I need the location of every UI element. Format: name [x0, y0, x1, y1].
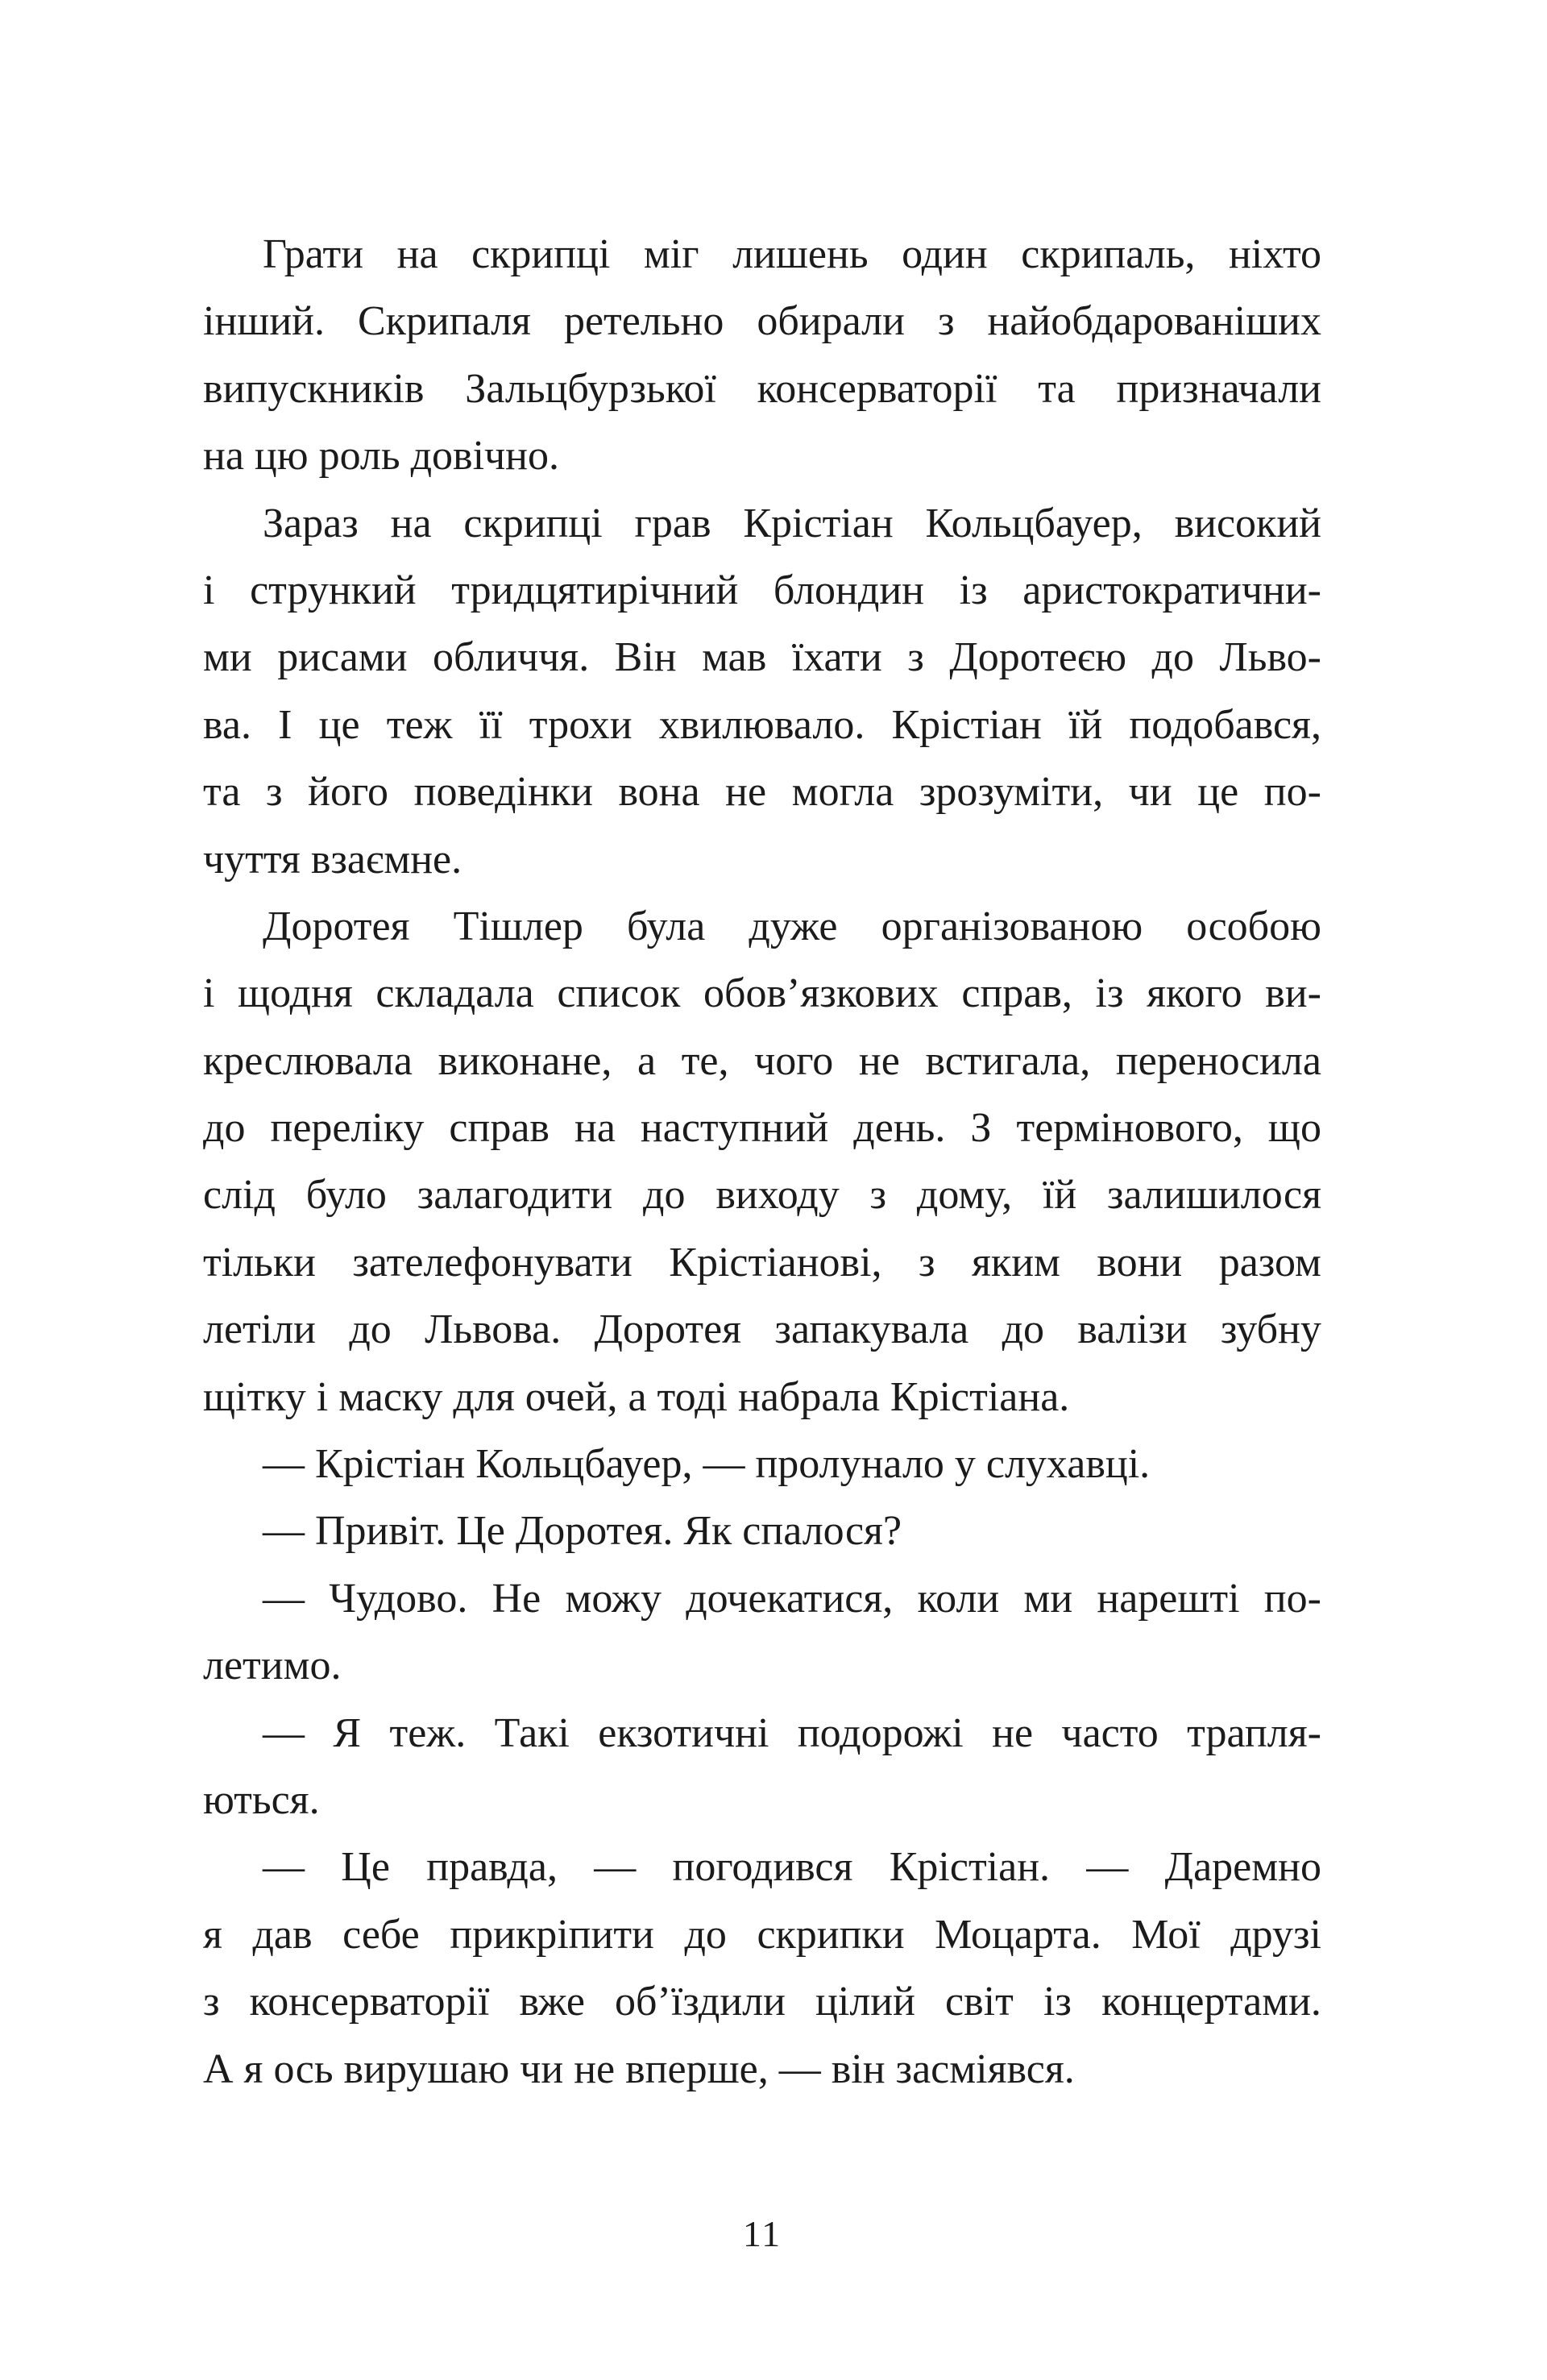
word: трапля- [1187, 1709, 1321, 1756]
paragraph [203, 1431, 1321, 1497]
word: призначали [1116, 365, 1321, 412]
word: встигала, [925, 1037, 1091, 1084]
word: це [1197, 769, 1239, 816]
word: грав [634, 500, 711, 546]
word: стрункий [250, 567, 417, 613]
word: теж. [389, 1709, 467, 1756]
text-line: чуття взаємне. [203, 836, 462, 883]
text-line: щітку і маску для очей, а тоді набрала Крістіана. [203, 1373, 1070, 1420]
text-line: — Привіт. Це Доротея. Як спалося? [263, 1508, 902, 1555]
word: Це [341, 1844, 390, 1891]
word: по- [1263, 769, 1321, 816]
word: поведінки [413, 769, 593, 816]
word: справ, [961, 970, 1072, 1017]
word: вони [1097, 1239, 1183, 1286]
word: я [203, 1911, 222, 1958]
word: з [907, 634, 924, 681]
word: друзі [1230, 1911, 1321, 1958]
word: вже [519, 1979, 585, 2025]
paragraph [203, 893, 1321, 1431]
word: їй [1042, 1172, 1077, 1219]
word: обов’язкових [703, 970, 939, 1017]
word: аристократични- [1022, 567, 1321, 613]
word: з [203, 1979, 220, 2025]
word: цілий [815, 1979, 915, 2025]
word: консерваторії [249, 1979, 490, 2025]
word: термінового, [1016, 1105, 1243, 1152]
text-line [203, 1296, 1321, 1363]
text-line: летимо. [203, 1643, 342, 1689]
word: — [263, 1575, 305, 1622]
word: коли [917, 1575, 1000, 1622]
word: Доротея [263, 903, 410, 949]
word: та [1038, 365, 1076, 412]
word: зрозуміти, [919, 769, 1104, 816]
word: день. [853, 1105, 946, 1152]
word: подобався, [1129, 701, 1321, 748]
word: з [919, 1239, 935, 1286]
word: чи [1128, 769, 1172, 816]
text-line [203, 960, 1321, 1027]
word: — [263, 1844, 305, 1891]
word: інший. [203, 298, 325, 345]
word: Крістіанові, [669, 1239, 882, 1286]
word: виходу [715, 1172, 840, 1219]
word: переносила [1115, 1037, 1321, 1084]
word: Кольцбауер, [925, 500, 1143, 546]
word: тільки [203, 1239, 316, 1286]
word: щодня [238, 970, 353, 1017]
paragraph [203, 1834, 1321, 2103]
word: Такі [494, 1709, 570, 1756]
word: на [396, 231, 438, 277]
text-line: — Крістіан Кольцбауер, — пролунало у слухавці. [263, 1441, 1151, 1488]
word: мав [702, 634, 767, 681]
text-line [203, 1968, 1321, 2035]
word: організованою [881, 903, 1143, 949]
word: ретельно [563, 298, 724, 345]
word: ми [203, 634, 252, 681]
page-text [203, 221, 1321, 2103]
word: до [1151, 634, 1195, 681]
text-line [203, 692, 1321, 758]
word: Зараз [263, 500, 359, 546]
word: Чудово. [329, 1575, 468, 1622]
word: теж [386, 701, 453, 748]
paragraph [203, 490, 1321, 893]
word: екзотичні [598, 1709, 769, 1756]
word: на [390, 500, 432, 546]
word: і [203, 970, 215, 1017]
word: креслювала [203, 1037, 413, 1084]
word: з [266, 769, 283, 816]
word: можу [565, 1575, 662, 1622]
word: — [1086, 1844, 1129, 1891]
word: скрипці [463, 500, 603, 546]
word: з [869, 1172, 887, 1219]
word: трохи [529, 701, 632, 748]
paragraph [203, 221, 1321, 490]
word: Зальцбурзької [465, 365, 716, 412]
word: разом [1218, 1239, 1321, 1286]
word: один [902, 231, 988, 277]
word: до [1002, 1306, 1045, 1353]
word: погодився [672, 1844, 853, 1891]
page-number: 11 [742, 2213, 782, 2254]
word: Тішлер [453, 903, 583, 949]
word: зубну [1220, 1306, 1321, 1353]
text-line [203, 288, 1321, 355]
text-line [203, 1094, 1321, 1161]
paragraph [203, 1700, 1321, 1834]
word: дав [252, 1911, 313, 1958]
word: Не [491, 1575, 541, 1622]
word: а [637, 1037, 657, 1084]
word: тридцятирічний [451, 567, 739, 613]
word: не [858, 1037, 900, 1084]
word: до [349, 1306, 392, 1353]
text-line [203, 758, 1321, 825]
word: до [684, 1911, 727, 1958]
paragraph [203, 1565, 1321, 1700]
text-line [203, 1901, 1321, 1968]
word: І [278, 701, 292, 748]
word: Він [614, 634, 677, 681]
paragraph [203, 1497, 1321, 1564]
word: валізи [1077, 1306, 1188, 1353]
word: випускників [203, 365, 425, 412]
word: Крістіан. [889, 1844, 1051, 1891]
text-line [203, 1229, 1321, 1296]
word: із [959, 567, 988, 613]
word: скрипки [757, 1911, 905, 1958]
word: Моцарта. [935, 1911, 1101, 1958]
word: те, [681, 1037, 729, 1084]
word: чого [754, 1037, 834, 1084]
text-line [203, 624, 1321, 691]
word: блондин [773, 567, 924, 613]
word: найобдарованіших [987, 298, 1321, 345]
word: Доротея [594, 1306, 742, 1353]
word: Мої [1131, 1911, 1201, 1958]
word: хвилювало. [658, 701, 865, 748]
word: високий [1174, 500, 1321, 546]
word: складала [375, 970, 534, 1017]
word: на [574, 1105, 616, 1152]
word: скрипаль, [1021, 231, 1196, 277]
text-line [203, 893, 1321, 960]
word: якого [1147, 970, 1242, 1017]
word: правда, [426, 1844, 558, 1891]
word: Грати [263, 231, 364, 277]
word: та [203, 769, 241, 816]
word: нарешті [1097, 1575, 1240, 1622]
word: до [643, 1172, 686, 1219]
word: переліку [270, 1105, 425, 1152]
word: світ [945, 1979, 1014, 2025]
word: список [557, 970, 681, 1017]
word: Я [333, 1709, 362, 1756]
text-line [203, 1565, 1321, 1632]
word: її [479, 701, 503, 748]
word: лишень [732, 231, 869, 277]
word: дочекатися, [686, 1575, 894, 1622]
word: себе [342, 1911, 420, 1958]
word: і [203, 567, 215, 613]
word: могла [791, 769, 894, 816]
word: не [992, 1709, 1034, 1756]
word: часто [1061, 1709, 1159, 1756]
text-line: А я ось вирушаю чи не вперше, — він засміявся. [203, 2046, 1075, 2092]
word: була [627, 903, 706, 949]
text-line [203, 1161, 1321, 1228]
word: ми [1023, 1575, 1073, 1622]
word: особою [1186, 903, 1321, 949]
word: слід [203, 1172, 276, 1219]
text-line [203, 1834, 1321, 1900]
word: їхати [791, 634, 882, 681]
word: подорожі [797, 1709, 964, 1756]
text-line [203, 490, 1321, 557]
text-line: ються. [203, 1776, 320, 1823]
word: до [203, 1105, 246, 1152]
word: прикріпити [450, 1911, 654, 1958]
word: із [1095, 970, 1124, 1017]
word: Льво- [1219, 634, 1321, 681]
text-line: на цю роль довічно. [203, 433, 559, 480]
word: ва. [203, 701, 251, 748]
text-line [203, 557, 1321, 624]
word: запакувала [774, 1306, 969, 1353]
word: Доротеєю [949, 634, 1127, 681]
text-line [203, 1028, 1321, 1094]
word: міг [643, 231, 699, 277]
word: його [308, 769, 389, 816]
word: Крістіан [891, 701, 1042, 748]
word: — [594, 1844, 637, 1891]
word: консерваторії [757, 365, 997, 412]
word: не [725, 769, 767, 816]
word: з [937, 298, 955, 345]
word: летіли [203, 1306, 316, 1353]
word: — [263, 1709, 305, 1756]
word: по- [1263, 1575, 1321, 1622]
word: об’їздили [615, 1979, 786, 2025]
word: що [1267, 1105, 1321, 1152]
word: скрипці [471, 231, 611, 277]
text-line [203, 221, 1321, 288]
word: ніхто [1228, 231, 1321, 277]
word: обирали [757, 298, 905, 345]
word: їй [1068, 701, 1103, 748]
word: Крістіан [743, 500, 894, 546]
word: ви- [1265, 970, 1321, 1017]
word: це [318, 701, 360, 748]
word: рисами [277, 634, 408, 681]
word: З [970, 1105, 992, 1152]
word: справ [449, 1105, 550, 1152]
word: наступний [640, 1105, 829, 1152]
word: залагодити [417, 1172, 613, 1219]
word: вона [618, 769, 700, 816]
word: із [1043, 1979, 1072, 2025]
word: Львова. [425, 1306, 562, 1353]
word: концертами. [1101, 1979, 1321, 2025]
word: виконане, [438, 1037, 612, 1084]
word: Скрипаля [357, 298, 531, 345]
text-line [203, 1700, 1321, 1767]
word: залишилося [1107, 1172, 1321, 1219]
word: Даремно [1164, 1844, 1321, 1891]
word: дуже [749, 903, 838, 949]
word: яким [972, 1239, 1060, 1286]
word: дому, [916, 1172, 1013, 1219]
text-line [203, 355, 1321, 422]
word: обличчя. [433, 634, 590, 681]
word: було [305, 1172, 387, 1219]
word: зателефонувати [352, 1239, 632, 1286]
